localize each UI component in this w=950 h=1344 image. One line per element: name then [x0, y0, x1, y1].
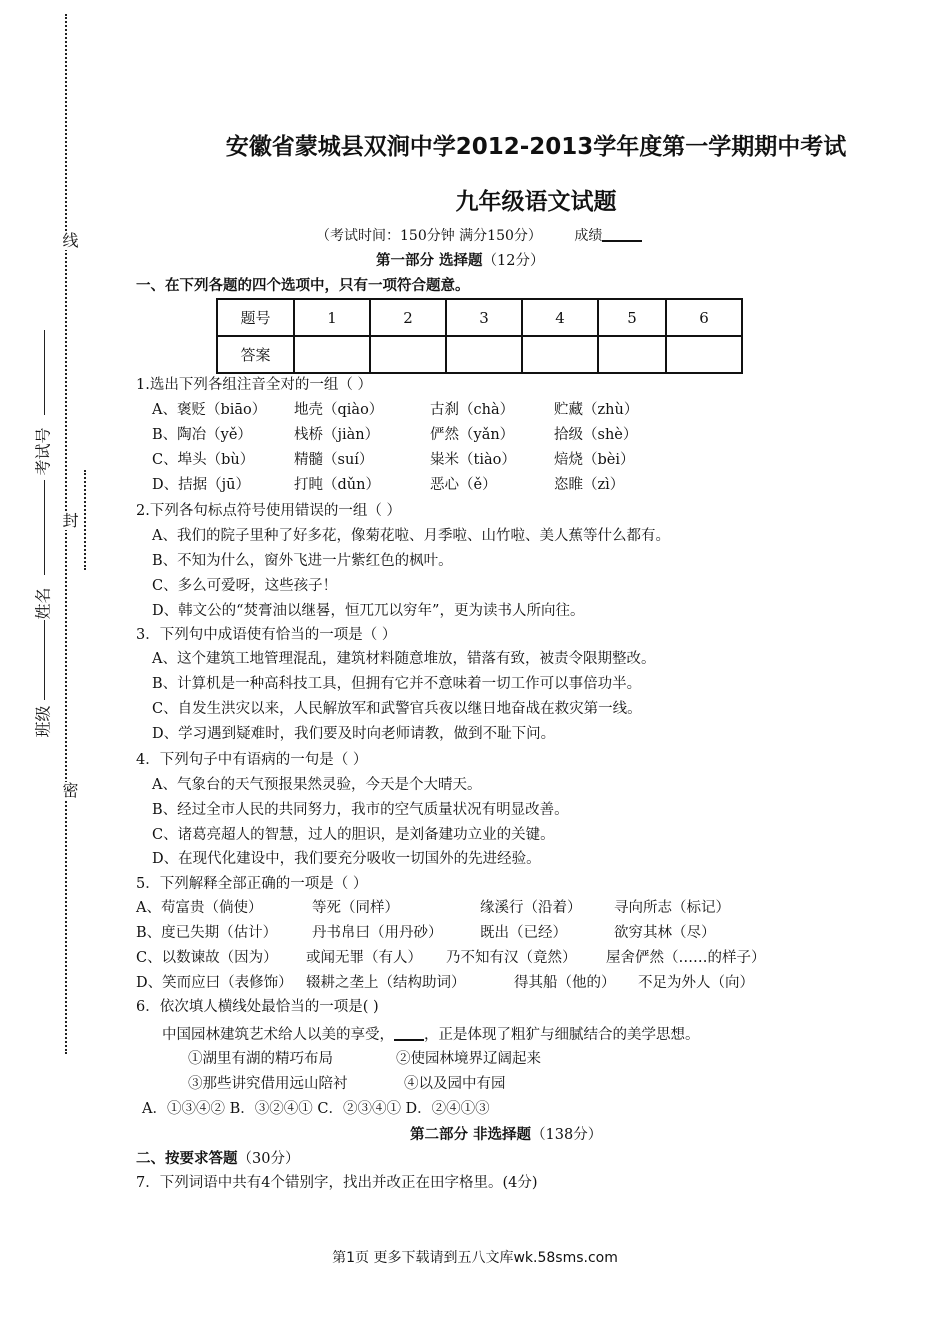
q4-stem: 4．下列句子中有语病的一句是（ ）: [136, 752, 368, 768]
q3-option-b: B、计算机是一种高科技工具，但拥有它并不意味着一切工作可以事倍功半。: [152, 676, 642, 692]
q1-c-4: 焙烧（bèi）: [554, 452, 635, 468]
binding-mark-xian: 线: [60, 232, 79, 250]
q3-option-a: A、这个建筑工地管理混乱，建筑材料随意堆放，错落有致，被责令限期整改。: [152, 651, 656, 667]
q4-option-a: A、气象台的天气预报果然灵验，今天是个大晴天。: [152, 777, 482, 793]
q1-d-1: D、拮据（jū）: [152, 477, 250, 493]
part1-points: （12分）: [482, 253, 545, 269]
exam-info-line: [316, 226, 642, 246]
q3-option-d: D、学习遇到疑难时，我们要及时向老师请教，做到不耻下问。: [152, 726, 556, 742]
answer-cell[interactable]: [446, 336, 522, 373]
q1-stem: 1.选出下列各组注音全对的一组（ ）: [136, 377, 372, 393]
answer-cell[interactable]: [666, 336, 742, 373]
answer-table-answer-row: [217, 336, 742, 373]
q7-stem: 7．下列词语中共有4个错别字，找出并改正在田字格里。(4分): [136, 1175, 538, 1191]
q1-b-4: 拾级（shè）: [554, 427, 638, 443]
binding-margin: [0, 0, 130, 1344]
exam-info: （考试时间：150分钟 满分150分）: [316, 228, 542, 244]
part2-section: 二、按要求答题: [136, 1150, 238, 1167]
q6-sentence: [162, 1025, 700, 1045]
q5-d-4: 不足为外人（向）: [638, 975, 754, 991]
q5-d-1: D、笑而应曰（表修饰）: [136, 975, 293, 991]
q5-c-2: 或闻无罪（有人）: [306, 950, 422, 966]
q1-d-3: 恶心（ě）: [430, 477, 497, 493]
q5-d-3: 得其船（他的）: [514, 975, 616, 991]
q6-sentence-pre: 中国园林建筑艺术给人以美的享受，: [162, 1027, 394, 1043]
page-footer: [0, 1247, 950, 1267]
exam-subtitle: 九年级语文试题: [455, 189, 617, 215]
q2-stem: 2.下列各句标点符号使用错误的一组（ ）: [136, 503, 401, 519]
q5-b-1: B、度已失期（估计）: [136, 925, 278, 941]
q1-b-1: B、陶冶（yě）: [152, 427, 252, 443]
q5-b-4: 欲穷其林（尽）: [614, 925, 716, 941]
q6-options-row2: [188, 1074, 506, 1094]
q6-stem: 6．依次填人横线处最恰当的一项是( ): [136, 999, 379, 1015]
q6-opt4: ④以及园中有园: [404, 1076, 506, 1092]
q6-opt3: ③那些讲究借用远山陪衬: [188, 1076, 348, 1092]
footer-site-link[interactable]: wk.58sms.com: [513, 1250, 618, 1266]
q2-option-d: D、韩文公的“焚膏油以继晷，恒兀兀以穷年”，更为读书人所向往。: [152, 603, 585, 619]
answer-cell[interactable]: [294, 336, 370, 373]
part2-heading-line: [410, 1125, 602, 1145]
part2-heading: 第二部分 非选择题: [410, 1126, 532, 1143]
q5-stem: 5．下列解释全部正确的一项是（ ）: [136, 876, 368, 892]
q5-a-1: A、苟富贵（倘使）: [136, 900, 263, 916]
q5-c-4: 屋舍俨然（……的样子）: [606, 950, 766, 966]
q1-b-2: 栈桥（jiàn）: [294, 427, 380, 443]
q6-choices: A．①③④② B．③②④① C．②③④① D．②④①③: [142, 1101, 490, 1117]
q5-a-4: 寻向所志（标记）: [614, 900, 730, 916]
q4-option-b: B、经过全市人民的共同努力，我市的空气质量状况有明显改善。: [152, 802, 569, 818]
answer-cell[interactable]: [370, 336, 446, 373]
q5-b-2: 丹书帛曰（用丹砂）: [312, 925, 443, 941]
answer-cell[interactable]: [598, 336, 666, 373]
answer-table: [216, 298, 743, 374]
exam-number-line: [44, 330, 45, 415]
binding-dotted-line-short: [84, 470, 86, 570]
q1-a-4: 贮藏（zhù）: [554, 402, 639, 418]
q2-option-a: A、我们的院子里种了好多花，像菊花啦、月季啦、山竹啦、美人蕉等什么都有。: [152, 528, 670, 544]
part2-section-line: [136, 1149, 299, 1169]
q6-sentence-post: ，正是体现了粗犷与细腻结合的美学思想。: [424, 1027, 700, 1043]
q3-option-c: C、自发生洪灾以来，人民解放军和武警官兵夜以继日地奋战在救灾第一线。: [152, 701, 642, 717]
q6-options-row1: [188, 1049, 541, 1069]
footer-page: 第1页: [332, 1250, 370, 1266]
binding-mark-mi: 密: [60, 782, 79, 800]
q3-stem: 3．下列句中成语使有恰当的一项是（ ）: [136, 627, 397, 643]
q2-option-b: B、不知为什么，窗外飞进一片紫红色的枫叶。: [152, 553, 453, 569]
exam-number-label: 考试号: [33, 427, 53, 476]
name-label: 姓名: [33, 587, 53, 620]
answer-table-number-cell: 4: [522, 299, 598, 336]
answer-table-number-cell: 6: [666, 299, 742, 336]
footer-more: 更多下载请到五八文库: [373, 1250, 514, 1266]
q1-c-1: C、埠头（bù）: [152, 452, 255, 468]
q6-opt2: ②使园林境界辽阔起来: [396, 1051, 541, 1067]
part1-heading: 第一部分 选择题: [376, 252, 483, 269]
answer-table-number-cell: 3: [446, 299, 522, 336]
answer-table-number-cell: 2: [370, 299, 446, 336]
q6-opt1: ①湖里有湖的精巧布局: [188, 1051, 333, 1067]
class-line: [44, 620, 45, 700]
q1-a-3: 古刹（chà）: [430, 402, 515, 418]
answer-table-number-row: [217, 299, 742, 336]
binding-mark-feng: 封: [60, 512, 79, 530]
q1-d-4: 恣睢（zì）: [554, 477, 625, 493]
q5-c-3: 乃不知有汉（竟然）: [446, 950, 577, 966]
part2-section-points: （30分）: [237, 1151, 300, 1167]
q6-blank[interactable]: [394, 1025, 424, 1041]
part1-heading-line: [376, 251, 545, 271]
class-label: 班级: [33, 705, 53, 738]
answer-table-header-answer: 答案: [217, 336, 294, 373]
q5-c-1: C、以数谏故（因为）: [136, 950, 278, 966]
q1-c-3: 粜米（tiào）: [430, 452, 516, 468]
part1-instruction: 一、在下列各题的四个选项中，只有一项符合题意。: [136, 277, 470, 294]
q5-a-2: 等死（同样）: [312, 900, 399, 916]
q1-d-2: 打盹（dǔn）: [294, 477, 380, 493]
q5-b-3: 既出（已经）: [480, 925, 567, 941]
name-line: [44, 480, 45, 575]
q4-option-c: C、诸葛亮超人的智慧，过人的胆识，是刘备建功立业的关键。: [152, 827, 555, 843]
q5-d-2: 辍耕之垄上（结构助词）: [306, 975, 466, 991]
q1-c-2: 精髓（suí）: [294, 452, 374, 468]
q1-a-2: 地壳（qiào）: [294, 402, 384, 418]
score-label: 成绩: [574, 228, 603, 244]
q1-a-1: A、褒贬（biāo）: [152, 402, 267, 418]
answer-table-number-cell: 5: [598, 299, 666, 336]
score-blank: [602, 226, 642, 242]
answer-table-header-number: 题号: [217, 299, 294, 336]
exam-title: 安徽省蒙城县双涧中学2012-2013学年度第一学期期中考试: [225, 134, 847, 160]
answer-table-number-cell: 1: [294, 299, 370, 336]
part2-points: （138分）: [531, 1127, 603, 1143]
binding-dotted-line-main: [65, 14, 67, 1054]
q1-b-3: 俨然（yǎn）: [430, 427, 515, 443]
q2-option-c: C、多么可爱呀，这些孩子！: [152, 578, 338, 594]
q5-a-3: 缘溪行（沿着）: [480, 900, 582, 916]
answer-cell[interactable]: [522, 336, 598, 373]
q4-option-d: D、在现代化建设中，我们要充分吸收一切国外的先进经验。: [152, 851, 541, 867]
